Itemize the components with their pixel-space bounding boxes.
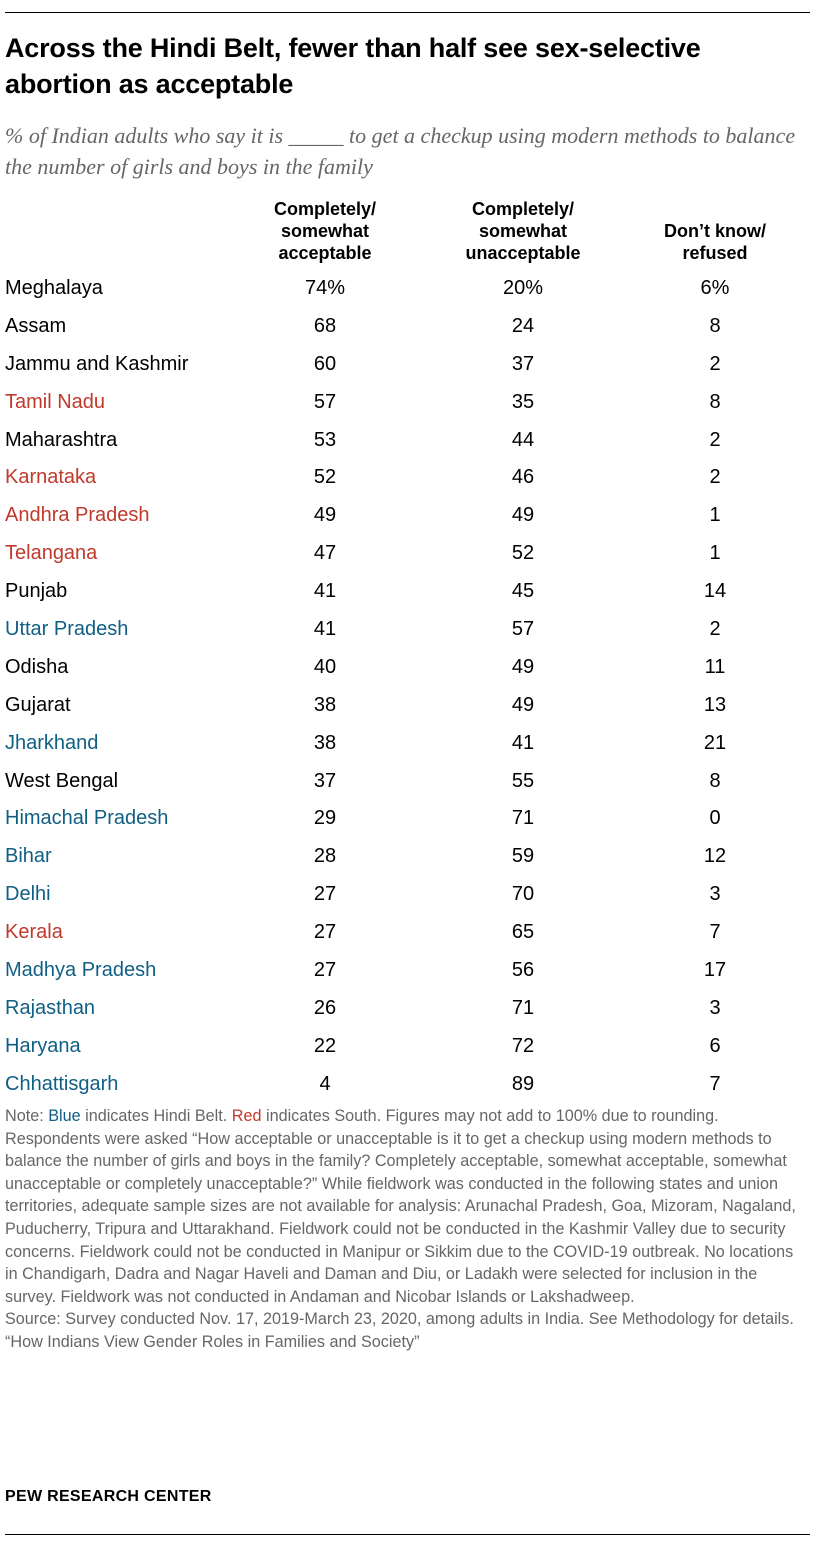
- state-name: Kerala: [5, 921, 63, 944]
- column-header-line: refused: [682, 243, 748, 263]
- column-header-line: Completely/: [471, 199, 575, 219]
- dont-know-value: 2: [709, 466, 721, 489]
- state-name: Rajasthan: [5, 996, 96, 1019]
- table-row: [0, 876, 840, 914]
- column-header-line: Don’t know/: [664, 221, 766, 241]
- acceptable-value: 74%: [304, 277, 346, 299]
- dont-know-value: 8: [709, 769, 721, 792]
- column-header-line: somewhat: [280, 221, 370, 241]
- acceptable-value: 37: [313, 769, 337, 792]
- acceptable-value: 41: [313, 618, 337, 641]
- column-header-line: unacceptable: [465, 243, 581, 263]
- unacceptable-value: 89: [511, 1072, 535, 1095]
- table-row: [0, 838, 840, 876]
- state-name: Delhi: [5, 883, 51, 906]
- table-row: [0, 346, 840, 384]
- state-name: Maharashtra: [5, 428, 118, 451]
- acceptable-value: 27: [313, 921, 337, 944]
- data-table: [0, 270, 840, 1104]
- state-name: Haryana: [5, 1034, 81, 1057]
- dont-know-value: 12: [703, 845, 727, 868]
- unacceptable-value: 24: [511, 314, 535, 337]
- unacceptable-value: 49: [511, 655, 535, 678]
- state-name: Odisha: [5, 655, 69, 678]
- acceptable-value: 60: [313, 352, 337, 375]
- acceptable-value: 4: [319, 1072, 331, 1095]
- unacceptable-value: 56: [511, 959, 535, 982]
- unacceptable-value: 46: [511, 466, 535, 489]
- unacceptable-value: 37: [511, 352, 535, 375]
- unacceptable-value: 45: [511, 580, 535, 603]
- dont-know-value: 1: [709, 542, 721, 565]
- table-row: [0, 649, 840, 687]
- state-name: Assam: [5, 314, 67, 337]
- state-name: Gujarat: [5, 693, 71, 716]
- pew-research-center-logo-text: PEW RESEARCH CENTER: [5, 1488, 212, 1505]
- chart-subtitle: % of Indian adults who say it is _____ to get a checkup using modern methods to balance the number of girls and boys in the family: [5, 123, 796, 179]
- unacceptable-value: 20%: [502, 277, 544, 299]
- note-prefix: Note:: [5, 1107, 49, 1125]
- state-name: Bihar: [5, 845, 52, 868]
- unacceptable-value: 49: [511, 504, 535, 527]
- table-row: [0, 800, 840, 838]
- acceptable-value: 29: [313, 807, 337, 830]
- unacceptable-value: 72: [511, 1034, 535, 1057]
- table-row: [0, 990, 840, 1028]
- source-text: Source: Survey conducted Nov. 17, 2019-March 23, 2020, among adults in India. See Methodology for details.: [5, 1310, 794, 1329]
- unacceptable-value: 55: [511, 769, 535, 792]
- table-row: [0, 573, 840, 611]
- acceptable-value: 52: [313, 466, 337, 489]
- unacceptable-value: 65: [511, 921, 535, 944]
- table-row: [0, 763, 840, 801]
- bottom-rule: [5, 1534, 810, 1535]
- state-name: Jharkhand: [5, 731, 99, 754]
- table-row: [0, 497, 840, 535]
- dont-know-value: 8: [709, 314, 721, 337]
- table-row: [0, 725, 840, 763]
- acceptable-value: 47: [313, 542, 337, 565]
- dont-know-value: 2: [709, 618, 721, 641]
- state-name: Andhra Pradesh: [5, 504, 150, 527]
- acceptable-value: 27: [313, 883, 337, 906]
- dont-know-value: 1: [709, 504, 721, 527]
- report-title: “How Indians View Gender Roles in Families and Society”: [5, 1332, 420, 1351]
- table-row: [0, 270, 840, 308]
- acceptable-value: 68: [313, 314, 337, 337]
- note-text: [5, 1105, 810, 1308]
- dont-know-value: 0: [709, 807, 721, 830]
- table-row: [0, 422, 840, 460]
- table-row: [0, 1028, 840, 1066]
- table-row: [0, 687, 840, 725]
- table-row: [0, 459, 840, 497]
- unacceptable-value: 41: [511, 731, 535, 754]
- dont-know-value: 11: [704, 655, 726, 678]
- acceptable-value: 53: [313, 428, 337, 451]
- acceptable-value: 26: [313, 996, 337, 1019]
- note-body: indicates South. Figures may not add to 100% due to rounding. Respondents were asked “How acceptable or unacceptable is it to get a checkup using modern methods to balance the number of girls and boys in the family? Completely acceptable, somewhat acceptable, somewhat unacceptable or completely unacceptable?” While fieldwork was conducted in the following states and union territories, adequate sample sizes are not available for analysis: Arunachal Pradesh, Goa, Mizoram, Nagaland, Puducherry, Tripura and Uttarakhand. Fieldwork could not be conducted in the Kashmir Valley due to security concerns. Fieldwork could not be conducted in Manipur or Sikkim due to the COVID-19 outbreak. No locations in Chandigarh, Dadra and Nagar Haveli and Daman and Diu, or Ladakh were selected for inclusion in the survey. Fieldwork was not conducted in Andaman and Nicobar Islands or Lakshadweep.: [5, 1107, 796, 1306]
- dont-know-value: 2: [709, 352, 721, 375]
- dont-know-value: 13: [703, 693, 727, 716]
- acceptable-value: 28: [313, 845, 337, 868]
- dont-know-value: 3: [709, 996, 721, 1019]
- dont-know-value: 21: [703, 731, 727, 754]
- state-name: Punjab: [5, 580, 68, 603]
- unacceptable-value: 52: [511, 542, 535, 565]
- column-header-line: acceptable: [278, 243, 372, 263]
- acceptable-value: 38: [313, 693, 337, 716]
- dont-know-value: 7: [709, 1072, 721, 1095]
- state-name: Telangana: [5, 542, 98, 565]
- column-header-unacceptable: [428, 198, 618, 264]
- legend-blue-label: Blue: [48, 1107, 81, 1125]
- dont-know-value: 6%: [700, 277, 730, 299]
- table-row: [0, 952, 840, 990]
- unacceptable-value: 59: [511, 845, 535, 868]
- legend-blue-text: indicates Hindi Belt.: [80, 1107, 232, 1125]
- state-name: Madhya Pradesh: [5, 959, 157, 982]
- acceptable-value: 41: [313, 580, 337, 603]
- table-row: [0, 308, 840, 346]
- unacceptable-value: 71: [511, 996, 535, 1019]
- unacceptable-value: 70: [511, 883, 535, 906]
- unacceptable-value: 35: [511, 390, 535, 413]
- state-name: Himachal Pradesh: [5, 807, 169, 830]
- dont-know-value: 3: [709, 883, 721, 906]
- footnote: [5, 1105, 810, 1354]
- state-name: Karnataka: [5, 466, 97, 489]
- top-rule: [5, 12, 810, 13]
- acceptable-value: 38: [313, 731, 337, 754]
- dont-know-value: 7: [709, 921, 721, 944]
- column-header-acceptable: [230, 198, 420, 264]
- table-row: [0, 611, 840, 649]
- unacceptable-value: 49: [511, 693, 535, 716]
- dont-know-value: 2: [709, 428, 721, 451]
- state-name: Jammu and Kashmir: [5, 352, 189, 375]
- table-row: [0, 535, 840, 573]
- acceptable-value: 27: [313, 959, 337, 982]
- table-row: [0, 384, 840, 422]
- table-row: [0, 1066, 840, 1104]
- column-header-line: somewhat: [478, 221, 568, 241]
- dont-know-value: 14: [703, 580, 727, 603]
- acceptable-value: 57: [313, 390, 337, 413]
- state-name: West Bengal: [5, 769, 119, 792]
- table-row: [0, 914, 840, 952]
- state-name: Tamil Nadu: [5, 390, 106, 413]
- legend-red-label: Red: [231, 1107, 262, 1125]
- unacceptable-value: 57: [511, 618, 535, 641]
- acceptable-value: 22: [313, 1034, 337, 1057]
- dont-know-value: 6: [709, 1034, 721, 1057]
- dont-know-value: 8: [709, 390, 721, 413]
- chart-title: Across the Hindi Belt, fewer than half see sex-selective abortion as acceptable: [5, 33, 701, 99]
- state-name: Uttar Pradesh: [5, 618, 129, 641]
- acceptable-value: 49: [313, 504, 337, 527]
- unacceptable-value: 71: [511, 807, 535, 830]
- unacceptable-value: 44: [511, 428, 535, 451]
- acceptable-value: 40: [313, 655, 337, 678]
- dont-know-value: 17: [703, 959, 727, 982]
- state-name: Chhattisgarh: [5, 1072, 119, 1095]
- column-header-dont-know: [620, 220, 810, 264]
- column-header-line: Completely/: [273, 199, 377, 219]
- state-name: Meghalaya: [5, 277, 103, 299]
